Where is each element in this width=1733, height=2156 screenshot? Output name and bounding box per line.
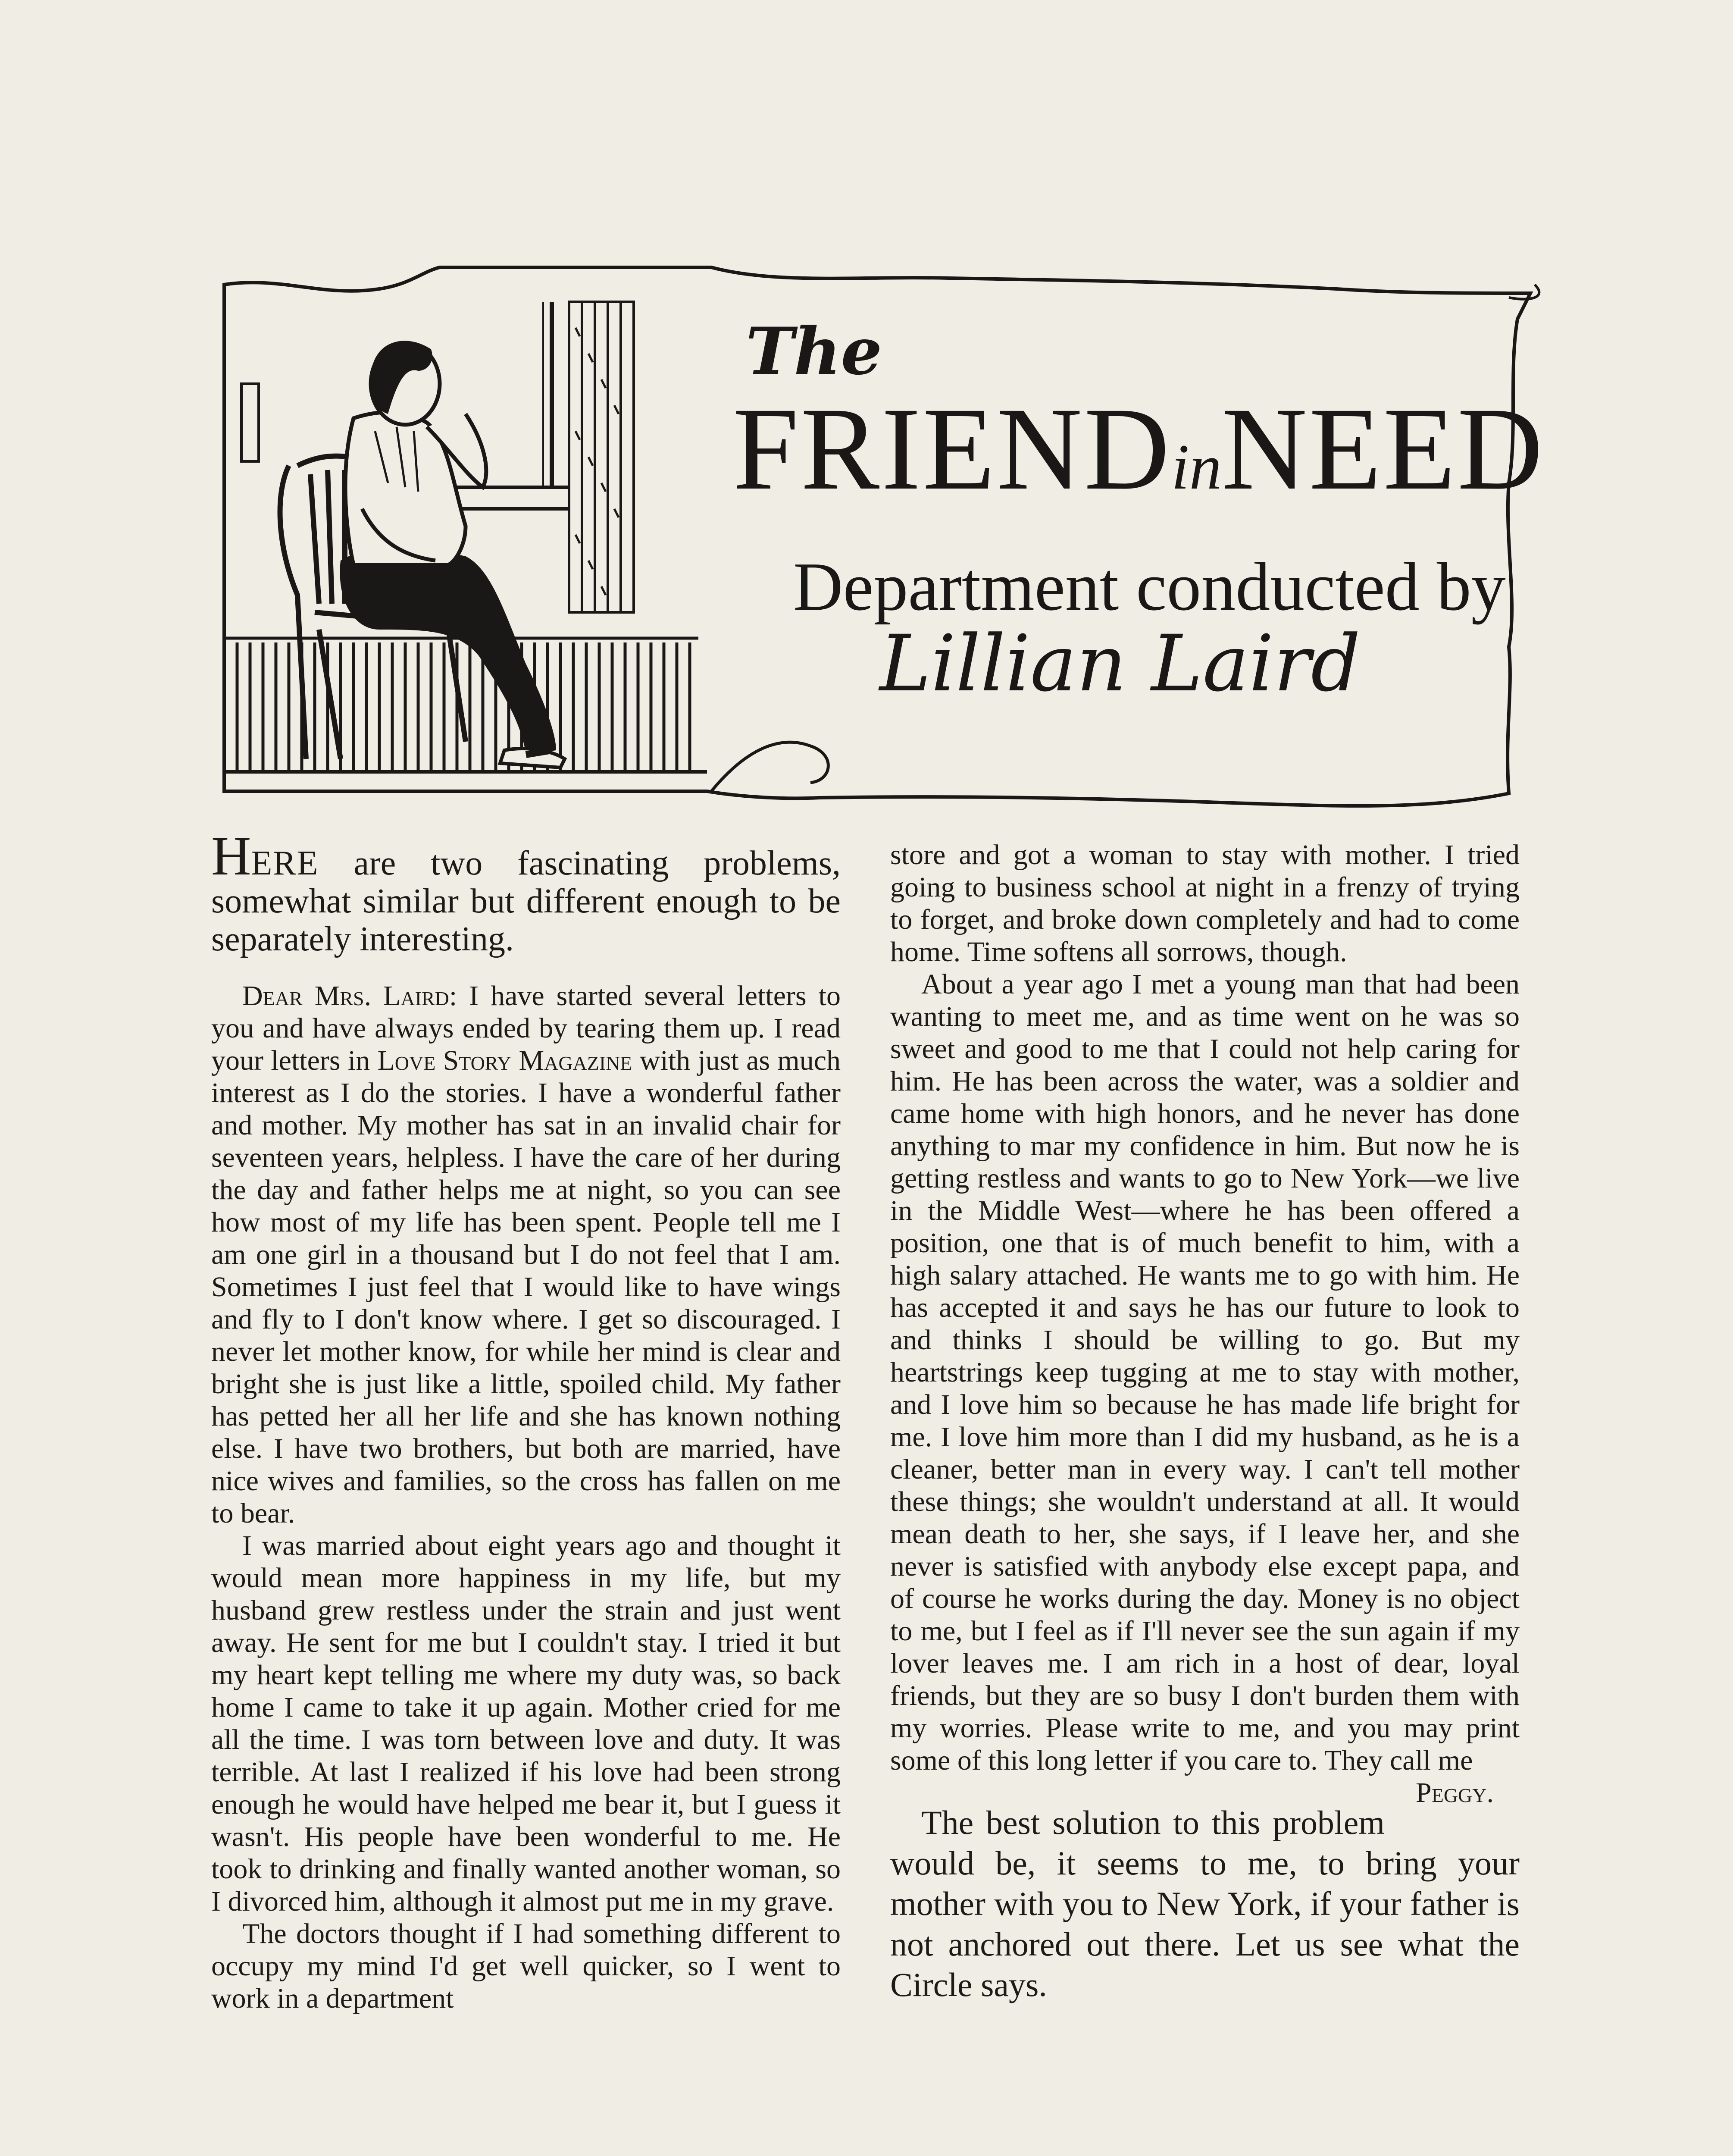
department-line: Department conducted by <box>793 548 1506 625</box>
letter-paragraph-3-continued: store and got a woman to stay with mother. I tried going to business school at night in a frenzy of trying to forget, and broke down completely and had to come home. Time softens all sorrows, though. <box>890 839 1520 968</box>
editor-answer: The best solution to this problem would be, it seems to me, to bring your mother with you to New York, if your father is not anchored out there. Let us see what the Circle says. <box>890 1804 1520 2003</box>
right-column <box>890 839 1520 2005</box>
letter-paragraph-2: I was married about eight years ago and thought it would mean more happiness in my life, but my husband grew restless under the strain and just went away. He sent for me but I couldn't stay. I tried it but my heart kept telling me where my duty was, so back home I came to take it up again. Mother cried for me all the time. I was torn between love and duty. It was terrible. At last I realized if his love had been strong enough he would have helped me bear it, but I guess it wasn't. His people have been wonderful to me. He took to drinking and finally wanted another woman, so I divorced him, although it almost put me in my grave. <box>211 1530 841 1917</box>
intro-paragraph <box>211 825 841 958</box>
page-title <box>733 384 1552 514</box>
title-need: NEED <box>1221 383 1545 514</box>
title-friend: FRIEND <box>733 383 1172 514</box>
intro-text: are two fascinating problems, somewhat similar but different enough to be separately interesting. <box>211 844 841 958</box>
header-panel <box>216 259 1552 819</box>
intro-dropcap: H <box>211 825 251 887</box>
title-the: The <box>746 313 882 389</box>
title-in: in <box>1171 431 1222 503</box>
woman-seated-at-window-illustration <box>224 285 763 802</box>
letter-salutation: Dear Mrs. Laird: <box>242 980 457 1012</box>
letter-paragraph-3: The doctors thought if I had something different to occupy my mind I'd get well quicker, so I went to work in a department <box>211 1918 841 2014</box>
author-name: Lillian Laird <box>879 619 1361 709</box>
letter-paragraph-1 <box>211 980 841 1529</box>
intro-caps: ERE <box>251 844 319 882</box>
letter-signature: Peggy. <box>1416 1777 1494 1808</box>
magazine-name: Love Story Magazine <box>377 1045 632 1076</box>
left-column <box>211 825 841 2015</box>
letter-p1-text-b: with just as much interest as I do the stories. I have a wonderful father and mother. My mother has sat in an invalid chair for seventeen years, helpless. I have the care of her during the day and father helps me at night, so you can see how most of my life has been spent. People tell me I am one girl in a thousand but I do not feel that I am. Sometimes I just feel that I would like to have wings and fly to I don't know where. I get so discouraged. I never let mother know, for while her mind is clear and bright she is just like a little, spoiled child. My father has petted her all her life and she has known nothing else. I have two brothers, but both are married, have nice wives and families, so the cross has fallen on me to bear. <box>211 1045 841 1529</box>
letter-p4-text: About a year ago I met a young man that had been wanting to meet me, and as time went on he was so sweet and good to me that I could not help caring for him. He has been across the water, was a soldier and came home with high honors, and he never has done anything to mar my confidence in him. But now he is getting restless and wants to go to New York—we live in the Middle West—where he has been offered a position, one that is of much benefit to him, with a high salary attached. He wants me to go with him. He has accepted it and says he has our future to look to and thinks I should be willing to go. But my heartstrings keep tugging at me to stay with mother, and I love him so because he has made life bright for me. I love him more than I did my husband, as he is a cleaner, better man in every way. I can't tell mother these things; she wouldn't understand at all. It would mean death to her, she says, if I leave her, and she never is satisfied with anybody else except papa, and of course he works during the day. Money is no object to me, but I feel as if I'll never see the sun again if my lover leaves me. I am rich in a host of dear, loyal friends, but they are so busy I don't burden them with my worries. Please write to me, and you may print some of this long letter if you care to. They call me <box>890 968 1520 1776</box>
letter-p1-text-a: I have started several letters to you and have always ended by tearing them up. I read your letters in <box>211 980 841 1076</box>
curtain <box>569 302 634 612</box>
woman-skirt <box>340 549 556 755</box>
letter-paragraph-4 <box>890 968 1520 1808</box>
